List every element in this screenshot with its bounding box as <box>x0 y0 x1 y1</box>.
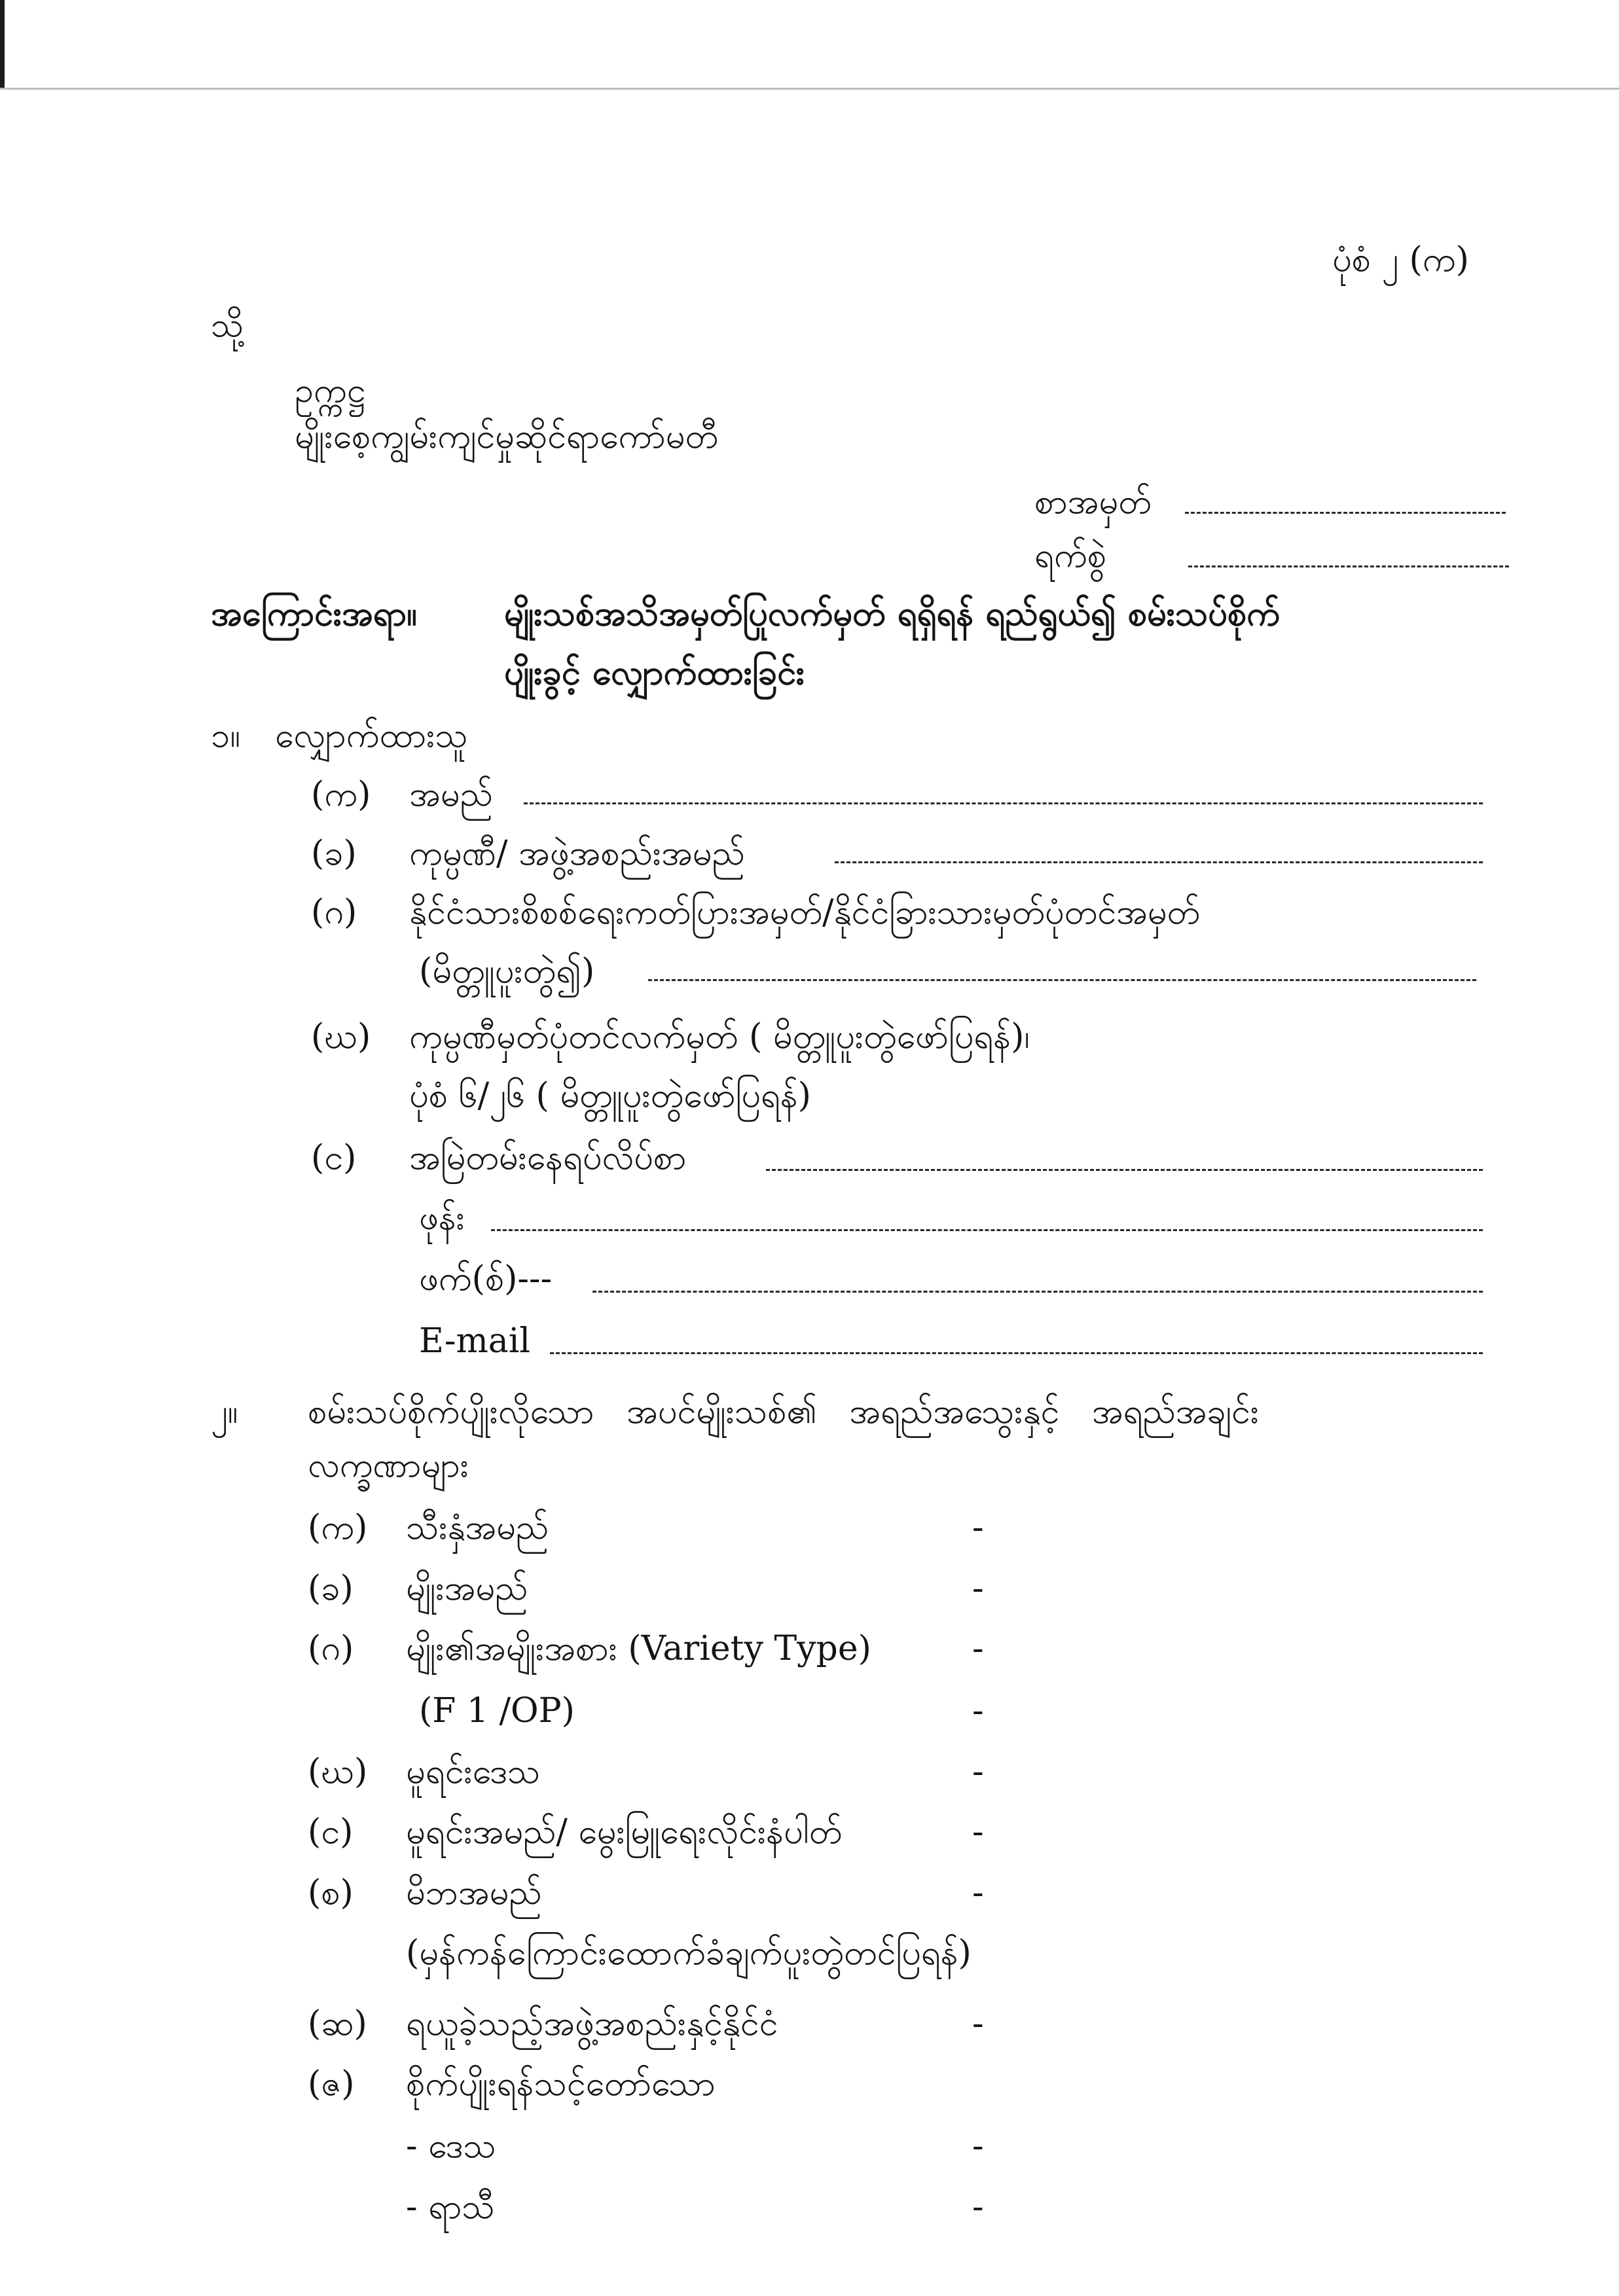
item-ka-mark: (က) <box>311 775 371 814</box>
id-card-note: (မိတ္တူပူးတွဲ၍) <box>419 952 595 991</box>
section1-title: လျှောက်ထားသူ <box>275 716 468 755</box>
crop-name-label: သီးနှံအမည် <box>406 1508 549 1547</box>
address-label: အမြဲတမ်းနေရပ်လိပ်စာ <box>409 1138 687 1177</box>
date-line <box>1188 565 1509 567</box>
s2-item-mark: (က) <box>308 1508 368 1547</box>
item-kha-mark: (ခ) <box>311 834 357 873</box>
s2-item-mark: (ဂ) <box>308 1629 354 1668</box>
original-name-dash: - <box>972 1812 984 1852</box>
fax-field-line <box>592 1291 1483 1293</box>
s2-item-mark: (ဃ) <box>308 1752 368 1791</box>
letter-no-label: စာအမှတ် <box>1034 482 1152 522</box>
suitable-season-dash: - <box>972 2187 984 2227</box>
phone-field-line <box>491 1229 1483 1231</box>
section1-number: ၁။ <box>211 716 240 755</box>
section2-title-cont: လက္ခဏာများ <box>308 1446 469 1485</box>
company-field-line <box>835 861 1483 863</box>
form-number: ပုံစံ ၂ (က) <box>1332 240 1469 279</box>
phone-label: ဖုန်း <box>419 1198 465 1238</box>
company-label: ကုမ္ပဏီ/ အဖွဲ့အစည်းအမည် <box>409 834 745 873</box>
item-gha-mark: (ဃ) <box>311 1017 371 1056</box>
original-name-label: မူရင်းအမည်/ မွေးမြူရေးလိုင်းနံပါတ် <box>406 1812 843 1852</box>
origin-region-label: မူရင်းဒေသ <box>406 1752 541 1791</box>
suitable-region-label: - ဒေသ <box>406 2126 496 2166</box>
s2-item-mark: (စ) <box>308 1873 354 1912</box>
suitable-cultivation-label: စိုက်ပျိုးရန်သင့်တော်သော <box>406 2064 716 2104</box>
company-registration-label: ကုမ္ပဏီမှတ်ပုံတင်လက်မှတ် ( မိတ္တူပူးတွဲဖော်ပြရန်)၊ <box>409 1017 1030 1056</box>
id-card-field-line <box>648 979 1476 981</box>
subject-label: အကြောင်းအရာ။ <box>211 594 417 634</box>
item-ga-mark: (ဂ) <box>311 893 357 932</box>
address-field-line <box>766 1169 1483 1171</box>
subject-line1: မျိုးသစ်အသိအမှတ်ပြုလက်မှတ် ရရှိရန် ရည်ရွယ်၍ စမ်းသပ်စိုက် <box>504 594 1280 634</box>
crop-name-dash: - <box>972 1508 984 1547</box>
origin-region-dash: - <box>972 1752 984 1791</box>
f1-op-label: (F 1 /OP) <box>419 1691 575 1731</box>
variety-name-label: မျိုးအမည် <box>406 1569 528 1608</box>
parent-name-dash: - <box>972 1873 984 1912</box>
scan-edge <box>0 0 5 88</box>
name-label: အမည် <box>409 775 493 814</box>
section2-number: ၂။ <box>211 1392 238 1431</box>
parent-name-label: မိဘအမည် <box>406 1873 542 1912</box>
name-field-line <box>524 802 1483 804</box>
email-label: E-mail <box>419 1321 531 1361</box>
id-card-label: နိုင်ငံသားစိစစ်ရေးကတ်ပြားအမှတ်/နိုင်ငံခြားသားမှတ်ပုံတင်အမှတ် <box>409 893 1201 932</box>
source-organization-label: ရယူခဲ့သည့်အဖွဲ့အစည်းနှင့်နိုင်ငံ <box>406 2004 778 2043</box>
suitable-season-label: - ရာသီ <box>406 2187 495 2227</box>
parent-name-note: (မှန်ကန်ကြောင်းထောက်ခံချက်ပူးတွဲတင်ပြရန်) <box>406 1933 972 1973</box>
date-label: ရက်စွဲ <box>1034 536 1106 575</box>
to-label: သို့ <box>211 306 244 345</box>
variety-type-dash: - <box>972 1629 984 1668</box>
source-organization-dash: - <box>972 2004 984 2043</box>
fax-label: ဖက်(စ်)--- <box>419 1259 553 1299</box>
s2-item-mark: (င) <box>308 1812 354 1852</box>
scan-border <box>0 0 1619 90</box>
item-nga-mark: (င) <box>311 1138 357 1177</box>
email-field-line <box>550 1352 1483 1354</box>
variety-name-dash: - <box>972 1569 984 1608</box>
suitable-region-dash: - <box>972 2126 984 2166</box>
addressee-title: ဥက္ကဋ္ဌ <box>295 371 365 410</box>
s2-item-mark: (ဇ) <box>308 2064 355 2104</box>
variety-type-label: မျိုး၏အမျိုးအစား (Variety Type) <box>406 1629 871 1668</box>
f1-op-dash: - <box>972 1691 984 1731</box>
form-626-label: ပုံစံ ၆/၂၆ ( မိတ္တူပူးတွဲဖော်ပြရန်) <box>409 1076 811 1115</box>
section2-title: စမ်းသပ်စိုက်ပျိုးလိုသော အပင်မျိုးသစ်၏ အရည်အသွေးနှင့် အရည်အချင်း <box>308 1392 1259 1431</box>
addressee-committee: မျိုးစေ့ကျွမ်းကျင်မှုဆိုင်ရာကော်မတီ <box>295 417 718 456</box>
s2-item-mark: (ခ) <box>308 1569 354 1608</box>
subject-line2: ပျိုးခွင့် လျှောက်ထားခြင်း <box>504 653 805 692</box>
letter-no-line <box>1185 512 1506 514</box>
s2-item-mark: (ဆ) <box>308 2004 367 2043</box>
